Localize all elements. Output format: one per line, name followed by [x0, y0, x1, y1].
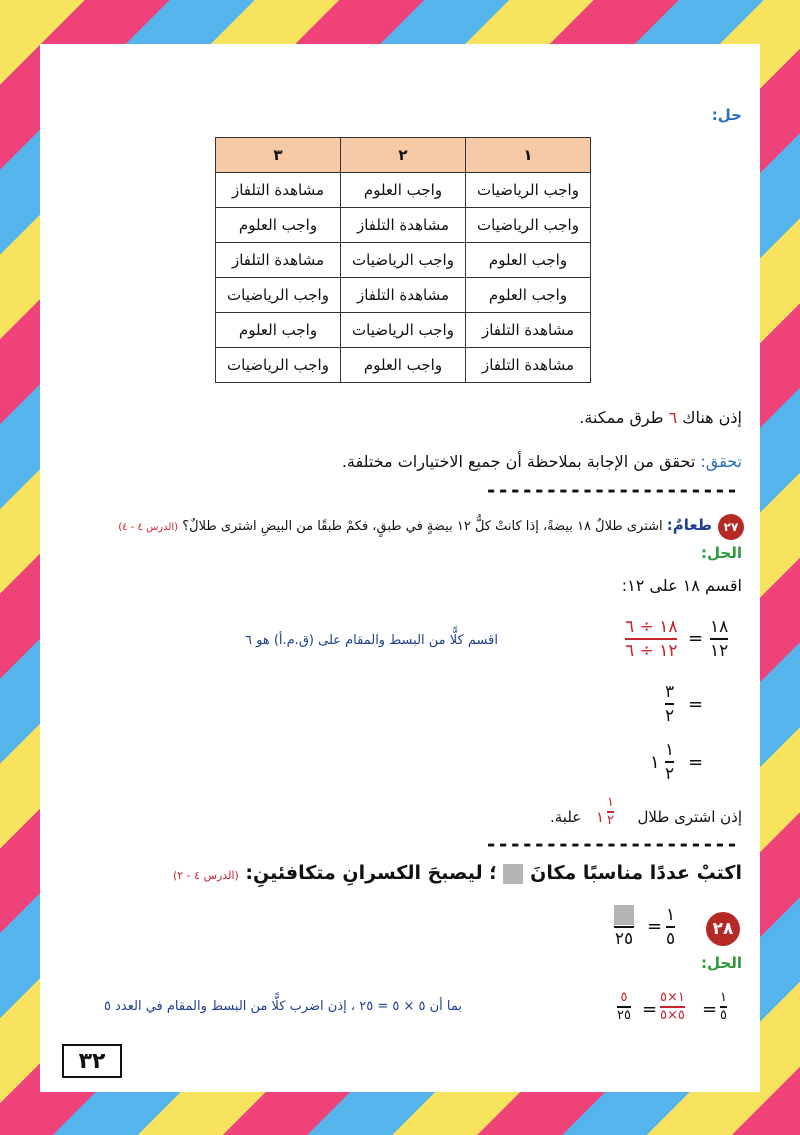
conclusion-after: طرق ممكنة. [579, 408, 669, 427]
conclusion-before: إذن هناك [677, 408, 742, 427]
mixed-whole: ١ [650, 752, 660, 773]
table-cell: مشاهدة التلفاز [216, 173, 341, 208]
q27-solution-label: الحل: [701, 544, 742, 562]
table-cell: مشاهدة التلفاز [466, 348, 591, 383]
table-row [216, 208, 591, 243]
question-number-badge: ٢٧ [718, 514, 744, 540]
table-cell: واجب الرياضيات [216, 278, 341, 313]
q28-solution-label: الحل: [701, 954, 742, 972]
page-number: ٣٢ [62, 1044, 122, 1078]
blank-box-icon [614, 905, 634, 925]
table-cell: واجب الرياضيات [341, 313, 466, 348]
table-cell: واجب العلوم [216, 313, 341, 348]
equals-sign: = [688, 628, 704, 649]
q28-note: بما أن ٥ × ٥ = ٢٥ ، إذن اضرب كلًّا من البسط والمقام في العدد ٥ [104, 999, 463, 1014]
question-number-badge: ٢٨ [706, 912, 740, 946]
given-fraction: ١ ٥ [666, 905, 676, 949]
q27-text: اشترى طلالٌ ١٨ بيضةً، إذا كانتْ كلُّ ١٢ بيضةٍ في طبقٍ، فكمْ طبقًا من البيضِ اشترى طلالٌ؟ [182, 519, 663, 534]
table-cell: واجب العلوم [466, 243, 591, 278]
table-cell: مشاهدة التلفاز [466, 313, 591, 348]
table-header: ٢ [341, 138, 466, 173]
table-cell: مشاهدة التلفاز [341, 278, 466, 313]
sol-fraction-a: ١ ٥ [720, 990, 727, 1023]
table-cell: مشاهدة التلفاز [216, 243, 341, 278]
table-row [216, 243, 591, 278]
q28-instruction-line [173, 862, 742, 884]
equals-sign: = [642, 999, 658, 1020]
check-line [342, 452, 742, 471]
answer-whole: ١ [596, 808, 605, 826]
q27-note: اقسم كلًّا من البسط والمقام على (ق.م.أ) هو ٦ [245, 633, 498, 648]
fraction-3-2: ٣ ٢ [665, 682, 675, 726]
worksheet-page [40, 44, 760, 1092]
unknown-fraction: ٢٥ [614, 904, 634, 950]
arrangements-table [215, 137, 591, 383]
q28-lesson: (الدرس ٤ - ٢) [172, 869, 239, 882]
equals-sign: = [702, 999, 718, 1020]
mixed-fraction-part: ١ ٢ [665, 740, 675, 784]
fraction-divided: ١٨ ÷ ٦ ١٢ ÷ ٦ [625, 617, 678, 661]
table-header: ١ [466, 138, 591, 173]
table-cell: مشاهدة التلفاز [341, 208, 466, 243]
q27-answer-after: علبة. [550, 808, 582, 826]
q27-answer-before: إذن اشترى طلال [637, 808, 742, 826]
q27-lesson: (الدرس ٤ - ٤) [118, 522, 179, 533]
equals-sign: = [647, 916, 663, 937]
table-cell: واجب الرياضيات [466, 208, 591, 243]
table-row [216, 278, 591, 313]
table-row [216, 173, 591, 208]
table-cell: واجب الرياضيات [216, 348, 341, 383]
q27-topic: طعامٌ: [666, 516, 712, 534]
q27-line [118, 516, 712, 534]
fraction-18-12: ١٨ ١٢ [710, 617, 729, 661]
q28-instruction: اكتبْ عددًا مناسبًا مكانَ [530, 862, 742, 884]
check-label: تحقق: [700, 452, 742, 471]
q28-instruction-end: ؛ ليصبحَ الكسرانِ متكافئينِ: [245, 862, 497, 884]
divider: --------------------- [485, 478, 738, 502]
equals-sign: = [688, 694, 704, 715]
solution-label: حل: [711, 106, 742, 124]
blank-box-icon [503, 864, 523, 884]
table-row [216, 313, 591, 348]
table-cell: واجب العلوم [341, 348, 466, 383]
table-cell: واجب الرياضيات [466, 173, 591, 208]
conclusion-number: ٦ [668, 408, 678, 427]
table-row [216, 348, 591, 383]
table-header-row [216, 138, 591, 173]
table-cell: واجب العلوم [466, 278, 591, 313]
sol-fraction-b: ١×٥ ٥×٥ [660, 990, 685, 1023]
sol-fraction-c: ٥ ٢٥ [617, 990, 631, 1023]
q27-step: اقسم ١٨ على ١٢: [621, 576, 742, 595]
table-cell: واجب العلوم [216, 208, 341, 243]
table-cell: واجب العلوم [341, 173, 466, 208]
conclusion-line [579, 408, 742, 427]
check-text: تحقق من الإجابة بملاحظة أن جميع الاختيارات مختلفة. [341, 452, 701, 471]
table-cell: واجب الرياضيات [341, 243, 466, 278]
answer-fraction: ١ ٢ [607, 795, 614, 828]
divider: --------------------- [485, 832, 738, 856]
equals-sign: = [688, 752, 704, 773]
table-header: ٣ [216, 138, 341, 173]
